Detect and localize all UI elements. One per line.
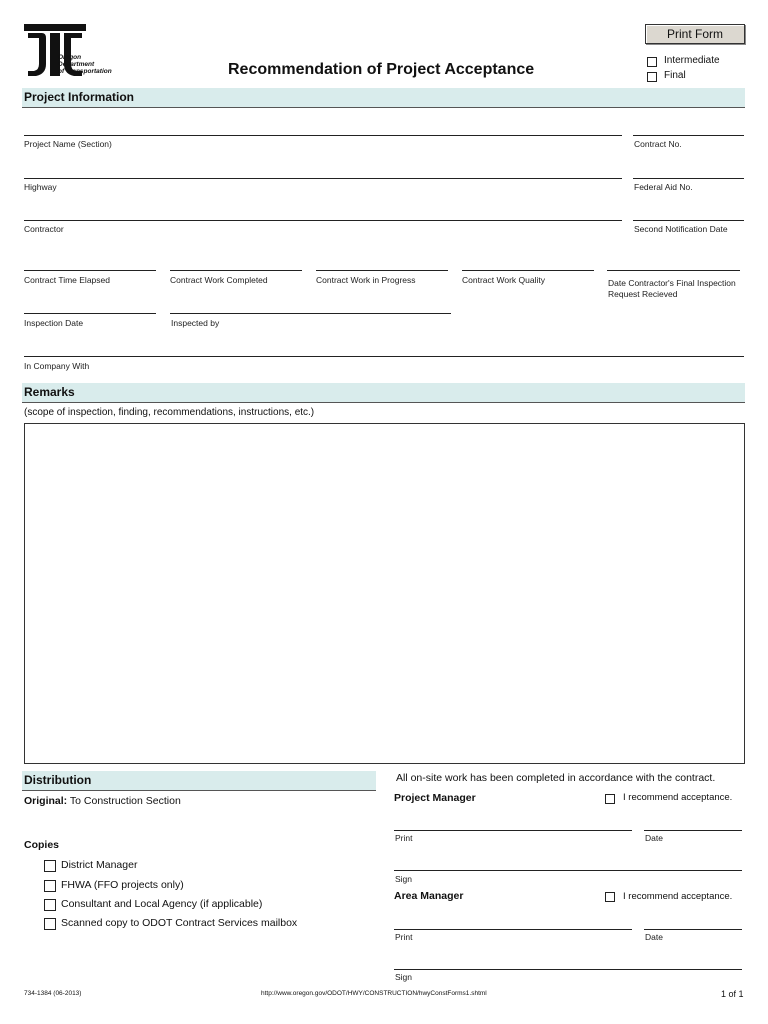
final-inspection-request-label-line-1: Date Contractor's Final Inspection (608, 278, 736, 288)
intermediate-label: Intermediate (664, 55, 720, 66)
copy-consultant-label: Consultant and Local Agency (if applicable) (61, 898, 263, 910)
inspected-by-label: Inspected by (171, 318, 220, 328)
inspection-date-field[interactable] (24, 313, 156, 314)
in-company-with-field[interactable] (24, 356, 744, 357)
project-manager-recommend-checkbox[interactable] (605, 794, 615, 804)
second-notification-date-label: Second Notification Date (634, 224, 728, 234)
logo-text-line-2: Department (58, 61, 95, 68)
highway-field[interactable] (24, 178, 622, 179)
contractor-label: Contractor (24, 224, 64, 234)
contract-no-label: Contract No. (634, 139, 682, 149)
contract-work-quality-label: Contract Work Quality (462, 275, 545, 285)
contract-time-elapsed-field[interactable] (24, 270, 156, 271)
copies-title: Copies (24, 839, 60, 851)
copy-fhwa-label: FHWA (FFO projects only) (61, 879, 184, 891)
contract-no-field[interactable] (633, 135, 744, 136)
area-manager-date-label: Date (645, 932, 663, 942)
intermediate-checkbox[interactable] (647, 57, 657, 67)
project-information-header: Project Information (22, 88, 745, 108)
distribution-header: Distribution (22, 771, 376, 791)
contract-work-quality-field[interactable] (462, 270, 594, 271)
remarks-hint: (scope of inspection, finding, recommendations, instructions, etc.) (24, 407, 315, 418)
project-manager-sign-field[interactable] (394, 870, 742, 871)
form-number: 734-1384 (06-2013) (24, 990, 82, 997)
final-checkbox[interactable] (647, 72, 657, 82)
original-line (24, 795, 181, 807)
inspected-by-field[interactable] (170, 313, 451, 314)
odot-logo (24, 24, 116, 80)
print-form-button[interactable]: Print Form (645, 24, 745, 44)
highway-label: Highway (24, 182, 57, 192)
original-value: To Construction Section (67, 795, 181, 807)
project-manager-print-label: Print (395, 833, 413, 843)
contract-work-in-progress-field[interactable] (316, 270, 448, 271)
project-manager-recommend-label: I recommend acceptance. (623, 792, 733, 803)
final-inspection-request-label-line-2: Request Recieved (608, 289, 678, 299)
final-inspection-request-label (608, 278, 736, 300)
area-manager-print-label: Print (395, 932, 413, 942)
copy-district-manager-label: District Manager (61, 859, 138, 871)
project-name-label: Project Name (Section) (24, 139, 112, 149)
copy-scanned-checkbox[interactable] (44, 918, 56, 930)
copy-fhwa-checkbox[interactable] (44, 880, 56, 892)
logo-text-line-3: of Transportation (58, 68, 112, 75)
area-manager-recommend-checkbox[interactable] (605, 892, 615, 902)
contract-work-completed-label: Contract Work Completed (170, 275, 268, 285)
final-inspection-request-field[interactable] (607, 270, 740, 271)
federal-aid-no-label: Federal Aid No. (634, 182, 693, 192)
contractor-field[interactable] (24, 220, 622, 221)
page-number: 1 of 1 (721, 989, 744, 999)
in-company-with-label: In Company With (24, 361, 90, 371)
contract-work-completed-field[interactable] (170, 270, 302, 271)
inspection-date-label: Inspection Date (24, 318, 84, 328)
area-manager-sign-label: Sign (395, 972, 413, 982)
contract-work-in-progress-label: Contract Work in Progress (316, 275, 416, 285)
remarks-header: Remarks (22, 383, 745, 403)
copy-district-manager-checkbox[interactable] (44, 860, 56, 872)
area-manager-print-field[interactable] (394, 929, 632, 930)
area-manager-title: Area Manager (394, 890, 464, 902)
final-label: Final (664, 70, 686, 81)
remarks-textarea[interactable] (24, 423, 745, 764)
completion-statement: All on-site work has been completed in accordance with the contract. (396, 772, 716, 784)
copy-scanned-label: Scanned copy to ODOT Contract Services mailbox (61, 917, 298, 929)
area-manager-sign-field[interactable] (394, 969, 742, 970)
project-manager-sign-label: Sign (395, 874, 413, 884)
project-manager-print-field[interactable] (394, 830, 632, 831)
area-manager-date-field[interactable] (644, 929, 742, 930)
logo-text-line-1: Oregon (58, 54, 82, 61)
copy-consultant-checkbox[interactable] (44, 899, 56, 911)
project-manager-date-field[interactable] (644, 830, 742, 831)
second-notification-date-field[interactable] (633, 220, 744, 221)
project-manager-title: Project Manager (394, 792, 476, 804)
original-label: Original: (24, 795, 68, 807)
footer-url: http://www.oregon.gov/ODOT/HWY/CONSTRUCTION/hwyConstForms1.shtml (261, 990, 487, 997)
area-manager-recommend-label: I recommend acceptance. (623, 891, 733, 902)
federal-aid-no-field[interactable] (633, 178, 744, 179)
project-name-field[interactable] (24, 135, 622, 136)
contract-time-elapsed-label: Contract Time Elapsed (24, 275, 110, 285)
project-manager-date-label: Date (645, 833, 663, 843)
page-title: Recommendation of Project Acceptance (228, 61, 535, 78)
